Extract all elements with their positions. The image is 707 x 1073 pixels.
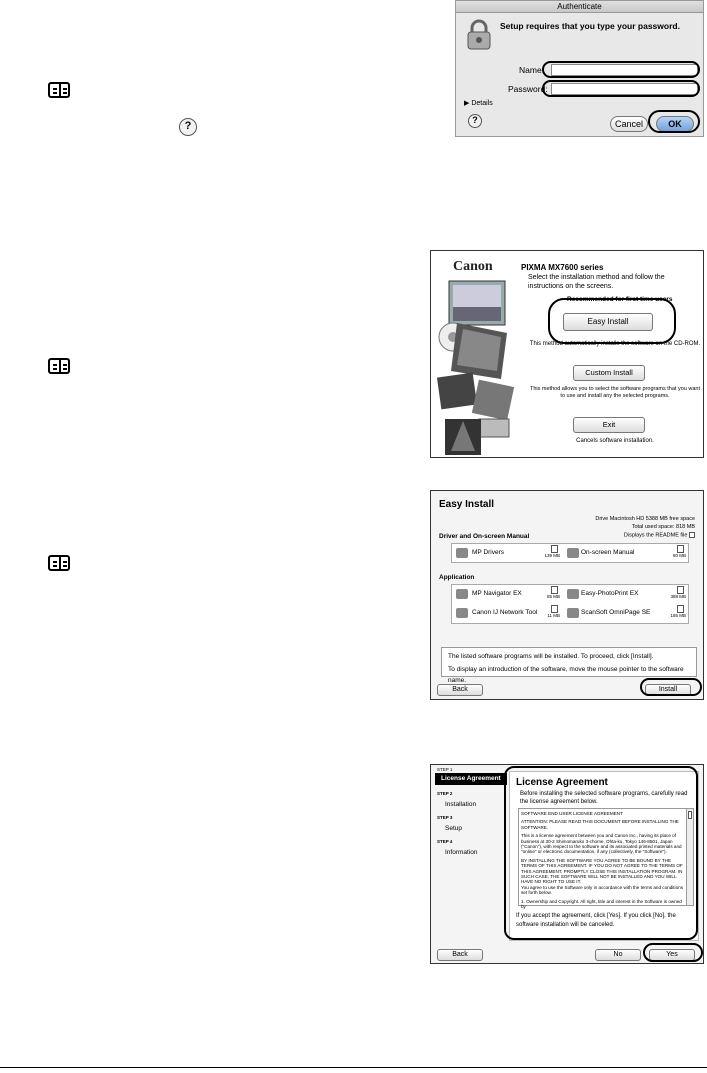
license-line: This is a license agreement between you and Canon Inc., having its place of business at 30-2 Shimomaruko 3-chome, Ohta-ku, Tokyo 146-8501, Japan ("Canon"), with respect to the software and its associated printed materials and "online" or electronic documentation, if any (collectively, the "Software"). [521, 833, 682, 855]
note-icon [48, 358, 70, 374]
step-2-number: STEP 2 [437, 791, 453, 796]
lock-icon [466, 19, 492, 51]
note-icon [48, 82, 70, 98]
license-line: BY INSTALLING THE SOFTWARE YOU AGREE TO BE BOUND BY THE TERMS OF THIS AGREEMENT. IF YOU DO NOT AGREE TO THE TERMS OF THIS AGREEMENT, PROMPTLY CLOSE THIS INSTALLATION PROGRAM. IN SUCH CASE, THE SOFTWARE WILL NOT BE INSTALLED AND YOU WILL HAVE NO RIGHT TO USE IT. [521, 857, 683, 885]
no-button[interactable]: No [595, 949, 641, 961]
step-1-active: License Agreement [435, 773, 507, 785]
photo-collage [435, 279, 515, 457]
accept-text: If you accept the agreement, click [Yes]. If you click [No], the software installation will be canceled. [516, 913, 676, 928]
doc-icon [551, 605, 558, 613]
highlight-install-button [640, 678, 702, 696]
recommended-label: Recommended for first time users [567, 296, 673, 303]
details-disclosure[interactable]: ▶ Details [464, 100, 493, 107]
dialog-title-bar: Authenticate [456, 1, 703, 13]
info-box [441, 647, 697, 684]
info-line-2: To display an introduction of the software, move the mouse pointer to the software name. [448, 666, 684, 684]
readme-link[interactable] [624, 532, 695, 538]
readme-icon [689, 532, 695, 538]
list-item[interactable]: Easy-PhotoPrint EX 388 MB [565, 585, 688, 605]
license-line: SOFTWARE END USER LICENSE AGREEMENT [521, 811, 623, 816]
list-item[interactable]: MP Drivers 139 MB [452, 544, 562, 564]
highlight-ok-button [648, 110, 700, 133]
exit-desc: Cancels software installation. [576, 438, 654, 444]
info-line-1: The listed software programs will be installed. To proceed, click [Install]. [448, 653, 654, 660]
list-item[interactable]: On-screen Manual 80 MB [565, 544, 688, 564]
application-section-label: Application [439, 574, 475, 581]
back-button[interactable]: Back [437, 684, 483, 696]
dialog-message: Setup requires that you type your password. [500, 21, 680, 31]
easy-install-button[interactable]: Easy Install [563, 313, 653, 331]
doc-icon [677, 586, 684, 594]
highlight-easy-install [548, 298, 676, 344]
ok-button[interactable]: OK [656, 116, 694, 132]
step-3-number: STEP 3 [437, 815, 453, 820]
steps-sidebar [431, 765, 507, 945]
details-label: Details [471, 100, 493, 107]
custom-install-desc: This method allows you to select the software programs that you want to use and install any the selected programs. [530, 386, 700, 399]
doc-icon [677, 605, 684, 613]
easy-install-screen [430, 490, 704, 700]
product-title: PIXMA MX7600 series [521, 263, 604, 272]
installer-main-screen [430, 250, 704, 458]
help-icon: ? [179, 118, 197, 136]
password-label: Password: [508, 84, 548, 94]
step-2-label: Installation [445, 801, 477, 808]
instruction-text: Select the installation method and follow the instructions on the screens. [528, 274, 665, 290]
step-3-label: Setup [445, 825, 462, 832]
highlight-name-field [542, 61, 700, 78]
driver-section-label: Driver and On-screen Manual [439, 533, 530, 540]
doc-icon [551, 586, 558, 594]
exit-button[interactable]: Exit [573, 417, 645, 433]
list-item[interactable]: ScanSoft OmniPage SE 185 MB [565, 604, 688, 624]
highlight-yes-button [643, 943, 703, 962]
yes-button[interactable]: Yes [649, 949, 695, 961]
easy-install-desc: This method automatically installs the software on the CD-ROM. [529, 341, 701, 347]
network-icon [456, 608, 468, 618]
license-intro: Before installing the selected software programs, carefully read the license agreement below. [520, 791, 688, 805]
name-label: Name: [519, 65, 545, 75]
doc-icon [677, 545, 684, 553]
custom-install-button[interactable]: Custom Install [573, 365, 645, 381]
printer-icon [456, 548, 468, 558]
manual-icon [567, 548, 579, 558]
ocr-icon [567, 608, 579, 618]
drive-info: Drive Macintosh HD 5388 MB free space [595, 516, 695, 522]
dialog-help-icon[interactable]: ? [468, 114, 482, 128]
license-line: You agree to use the Software only in accordance with the terms and conditions set forth below. [521, 884, 683, 896]
step-4-number: STEP 4 [437, 839, 453, 844]
license-line: 1. Ownership and Copyright. All right, title and interest in the Software is owned by [521, 898, 682, 910]
license-line: ATTENTION: PLEASE READ THIS DOCUMENT BEFORE INSTALLING THE SOFTWARE. [521, 819, 679, 830]
list-item[interactable]: MP Navigator EX 85 MB [452, 585, 562, 605]
note-icon [48, 555, 70, 571]
list-item[interactable]: Canon IJ Network Tool 11 MB [452, 604, 562, 624]
install-button[interactable]: Install [645, 684, 691, 696]
cancel-button[interactable]: Cancel [610, 116, 648, 132]
total-space: Total used space: 818 MB [631, 524, 695, 530]
license-title: License Agreement [516, 777, 608, 788]
step-4-label: Information [445, 849, 478, 856]
doc-icon [551, 545, 558, 553]
readme-label: Displays the README file [623, 532, 688, 539]
page-footer-rule [0, 1067, 707, 1068]
highlight-license-panel [504, 766, 698, 940]
canon-logo: Canon [453, 259, 493, 274]
highlight-password-field [542, 80, 700, 97]
back-button[interactable]: Back [437, 949, 483, 961]
photo-icon [567, 589, 579, 599]
scanner-icon [456, 589, 468, 599]
step-1-number: STEP 1 [437, 767, 453, 772]
easy-install-title: Easy Install [439, 499, 495, 510]
